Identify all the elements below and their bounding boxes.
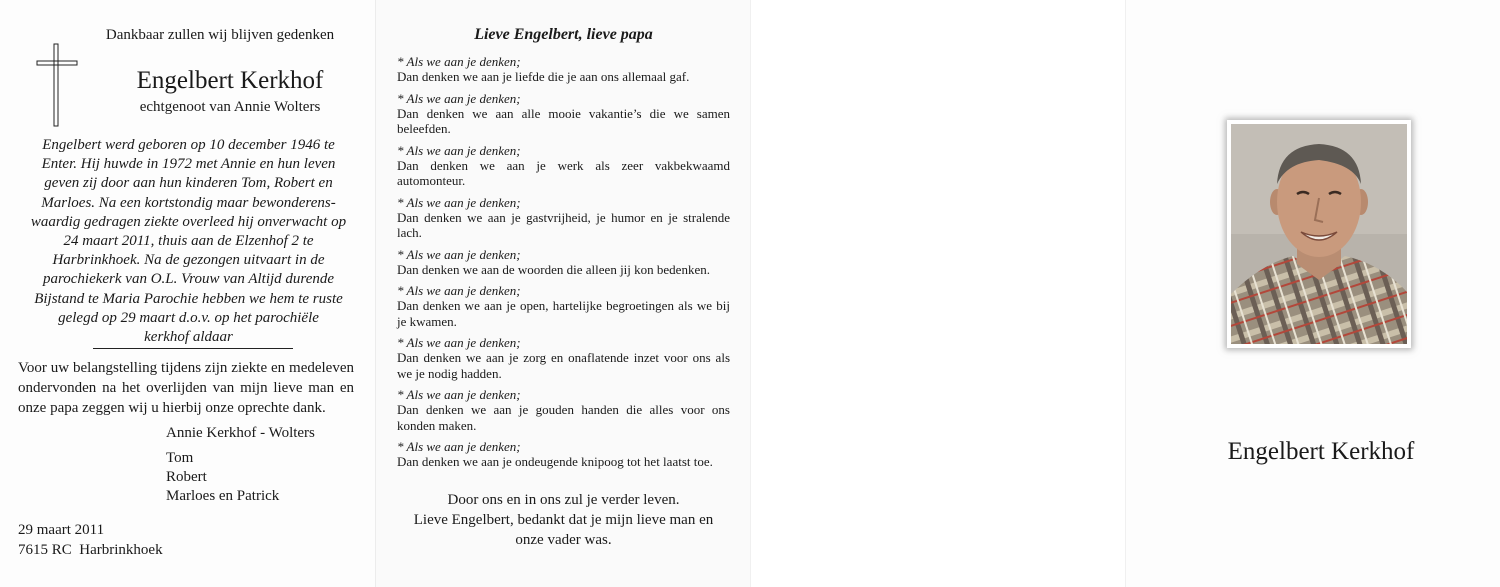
poem-stanza bbox=[397, 440, 730, 470]
biography-line: gelegd op 29 maart d.o.v. op het parochiële bbox=[58, 309, 319, 326]
poem-stanza bbox=[397, 388, 730, 433]
biography-line: Bijstand te Maria Parochie hebben we hem te ruste bbox=[34, 290, 343, 307]
poem-line: Dan denken we aan je liefde die je aan ons allemaal gaf. bbox=[397, 69, 690, 84]
poem-refrain: * Als we aan je denken; bbox=[397, 335, 521, 350]
poem-refrain: * Als we aan je denken; bbox=[397, 439, 521, 454]
signers bbox=[166, 424, 366, 506]
signer-name: Tom bbox=[166, 450, 194, 466]
closing-info bbox=[18, 520, 268, 560]
left-panel bbox=[0, 0, 375, 587]
biography-line: Harbrinkhoek. Na de gezongen uitvaart in de bbox=[52, 252, 325, 269]
biography-line: 24 maart 2011, thuis aan de Elzenhof 2 te bbox=[63, 233, 314, 250]
poem-closing-line: Door ons en in ons zul je verder leven. bbox=[447, 492, 680, 508]
poem-refrain: * Als we aan je denken; bbox=[397, 194, 521, 210]
biography-line: kerkhof aldaar bbox=[144, 329, 233, 346]
poem-line: Dan denken we aan de woorden die alleen jij kon bedenken. bbox=[397, 261, 710, 277]
poem-stanza bbox=[397, 196, 730, 241]
middle-panel bbox=[375, 0, 751, 587]
signer-name: Marloes en Patrick bbox=[166, 488, 280, 504]
poem-refrain: * Als we aan je denken; bbox=[397, 142, 521, 158]
biography-line: waardig gedragen ziekte overleed hij onverwacht op bbox=[30, 213, 347, 230]
blank-panel bbox=[750, 0, 1126, 587]
poem-refrain: * Als we aan je denken; bbox=[397, 54, 521, 69]
poem-line: Dan denken we aan je werk als zeer vakbekwaamd automonteur. bbox=[397, 157, 730, 188]
poem-refrain: * Als we aan je denken; bbox=[397, 246, 521, 262]
poem-line: Dan denken we aan je gastvrijheid, je humor en je stralende lach. bbox=[397, 209, 730, 240]
poem bbox=[397, 55, 730, 477]
signer-name: Robert bbox=[166, 469, 207, 485]
biography-line: geven zij door aan hun kinderen Tom, Robert en bbox=[44, 175, 333, 192]
poem-closing bbox=[376, 490, 751, 550]
biography-line: Marloes. Na een kortstondig maar bewonderens- bbox=[41, 194, 336, 211]
deceased-name: Engelbert Kerkhof bbox=[136, 67, 324, 94]
poem-line: Dan denken we aan je gouden handen die alles voor ons konden maken. bbox=[397, 402, 730, 433]
dedication-heading: Dankbaar zullen wij blijven gedenken bbox=[105, 27, 335, 43]
poem-line: Dan denken we aan je ondeugende knipoog tot het laatst toe. bbox=[397, 454, 713, 469]
poem-closing-line: onze vader was. bbox=[515, 532, 612, 548]
poem-stanza bbox=[397, 55, 730, 85]
poem-stanza bbox=[397, 284, 730, 329]
closing-address: 7615 RC Harbrinkhoek bbox=[18, 542, 163, 558]
poem-stanza bbox=[397, 92, 730, 137]
poem-title: Lieve Engelbert, lieve papa bbox=[474, 26, 653, 43]
biography-line: Engelbert werd geboren op 10 december 1946 te bbox=[42, 137, 335, 153]
biography-line: parochiekerk van O.L. Vrouw van Altijd durende bbox=[42, 271, 335, 288]
portrait-photo bbox=[1227, 120, 1411, 348]
poem-line: Dan denken we aan je zorg en onaflatende inzet voor ons als we je nodig hadden. bbox=[397, 350, 730, 381]
poem-closing-line: Lieve Engelbert, bedankt dat je mijn lieve man en bbox=[413, 512, 714, 528]
closing-date: 29 maart 2011 bbox=[18, 522, 105, 538]
cross-icon bbox=[36, 42, 78, 128]
poem-line: Dan denken we aan alle mooie vakantie’s die we samen beleefden. bbox=[397, 105, 730, 136]
separator-line bbox=[93, 348, 293, 349]
biography bbox=[16, 136, 361, 347]
signer-name: Annie Kerkhof - Wolters bbox=[166, 425, 315, 441]
cover-name: Engelbert Kerkhof bbox=[1227, 438, 1415, 465]
spouse-line: echtgenoot van Annie Wolters bbox=[139, 99, 321, 115]
poem-line: Dan denken we aan je open, hartelijke begroetingen als we bij je kwamen. bbox=[397, 298, 730, 329]
biography-line: Enter. Hij huwde in 1972 met Annie en hun leven bbox=[41, 156, 336, 173]
cover-panel bbox=[1125, 0, 1500, 587]
poem-refrain: * Als we aan je denken; bbox=[397, 90, 521, 106]
poem-refrain: * Als we aan je denken; bbox=[397, 283, 521, 298]
poem-stanza bbox=[397, 336, 730, 381]
poem-stanza bbox=[397, 248, 730, 278]
poem-stanza bbox=[397, 144, 730, 189]
thanks-text: Voor uw belangstelling tijdens zijn ziekte en medeleven ondervonden na het overlijden van mijn lieve man en onze papa zeggen wij u hierbij onze oprechte dank. bbox=[18, 360, 354, 416]
poem-refrain: * Als we aan je denken; bbox=[397, 387, 521, 402]
